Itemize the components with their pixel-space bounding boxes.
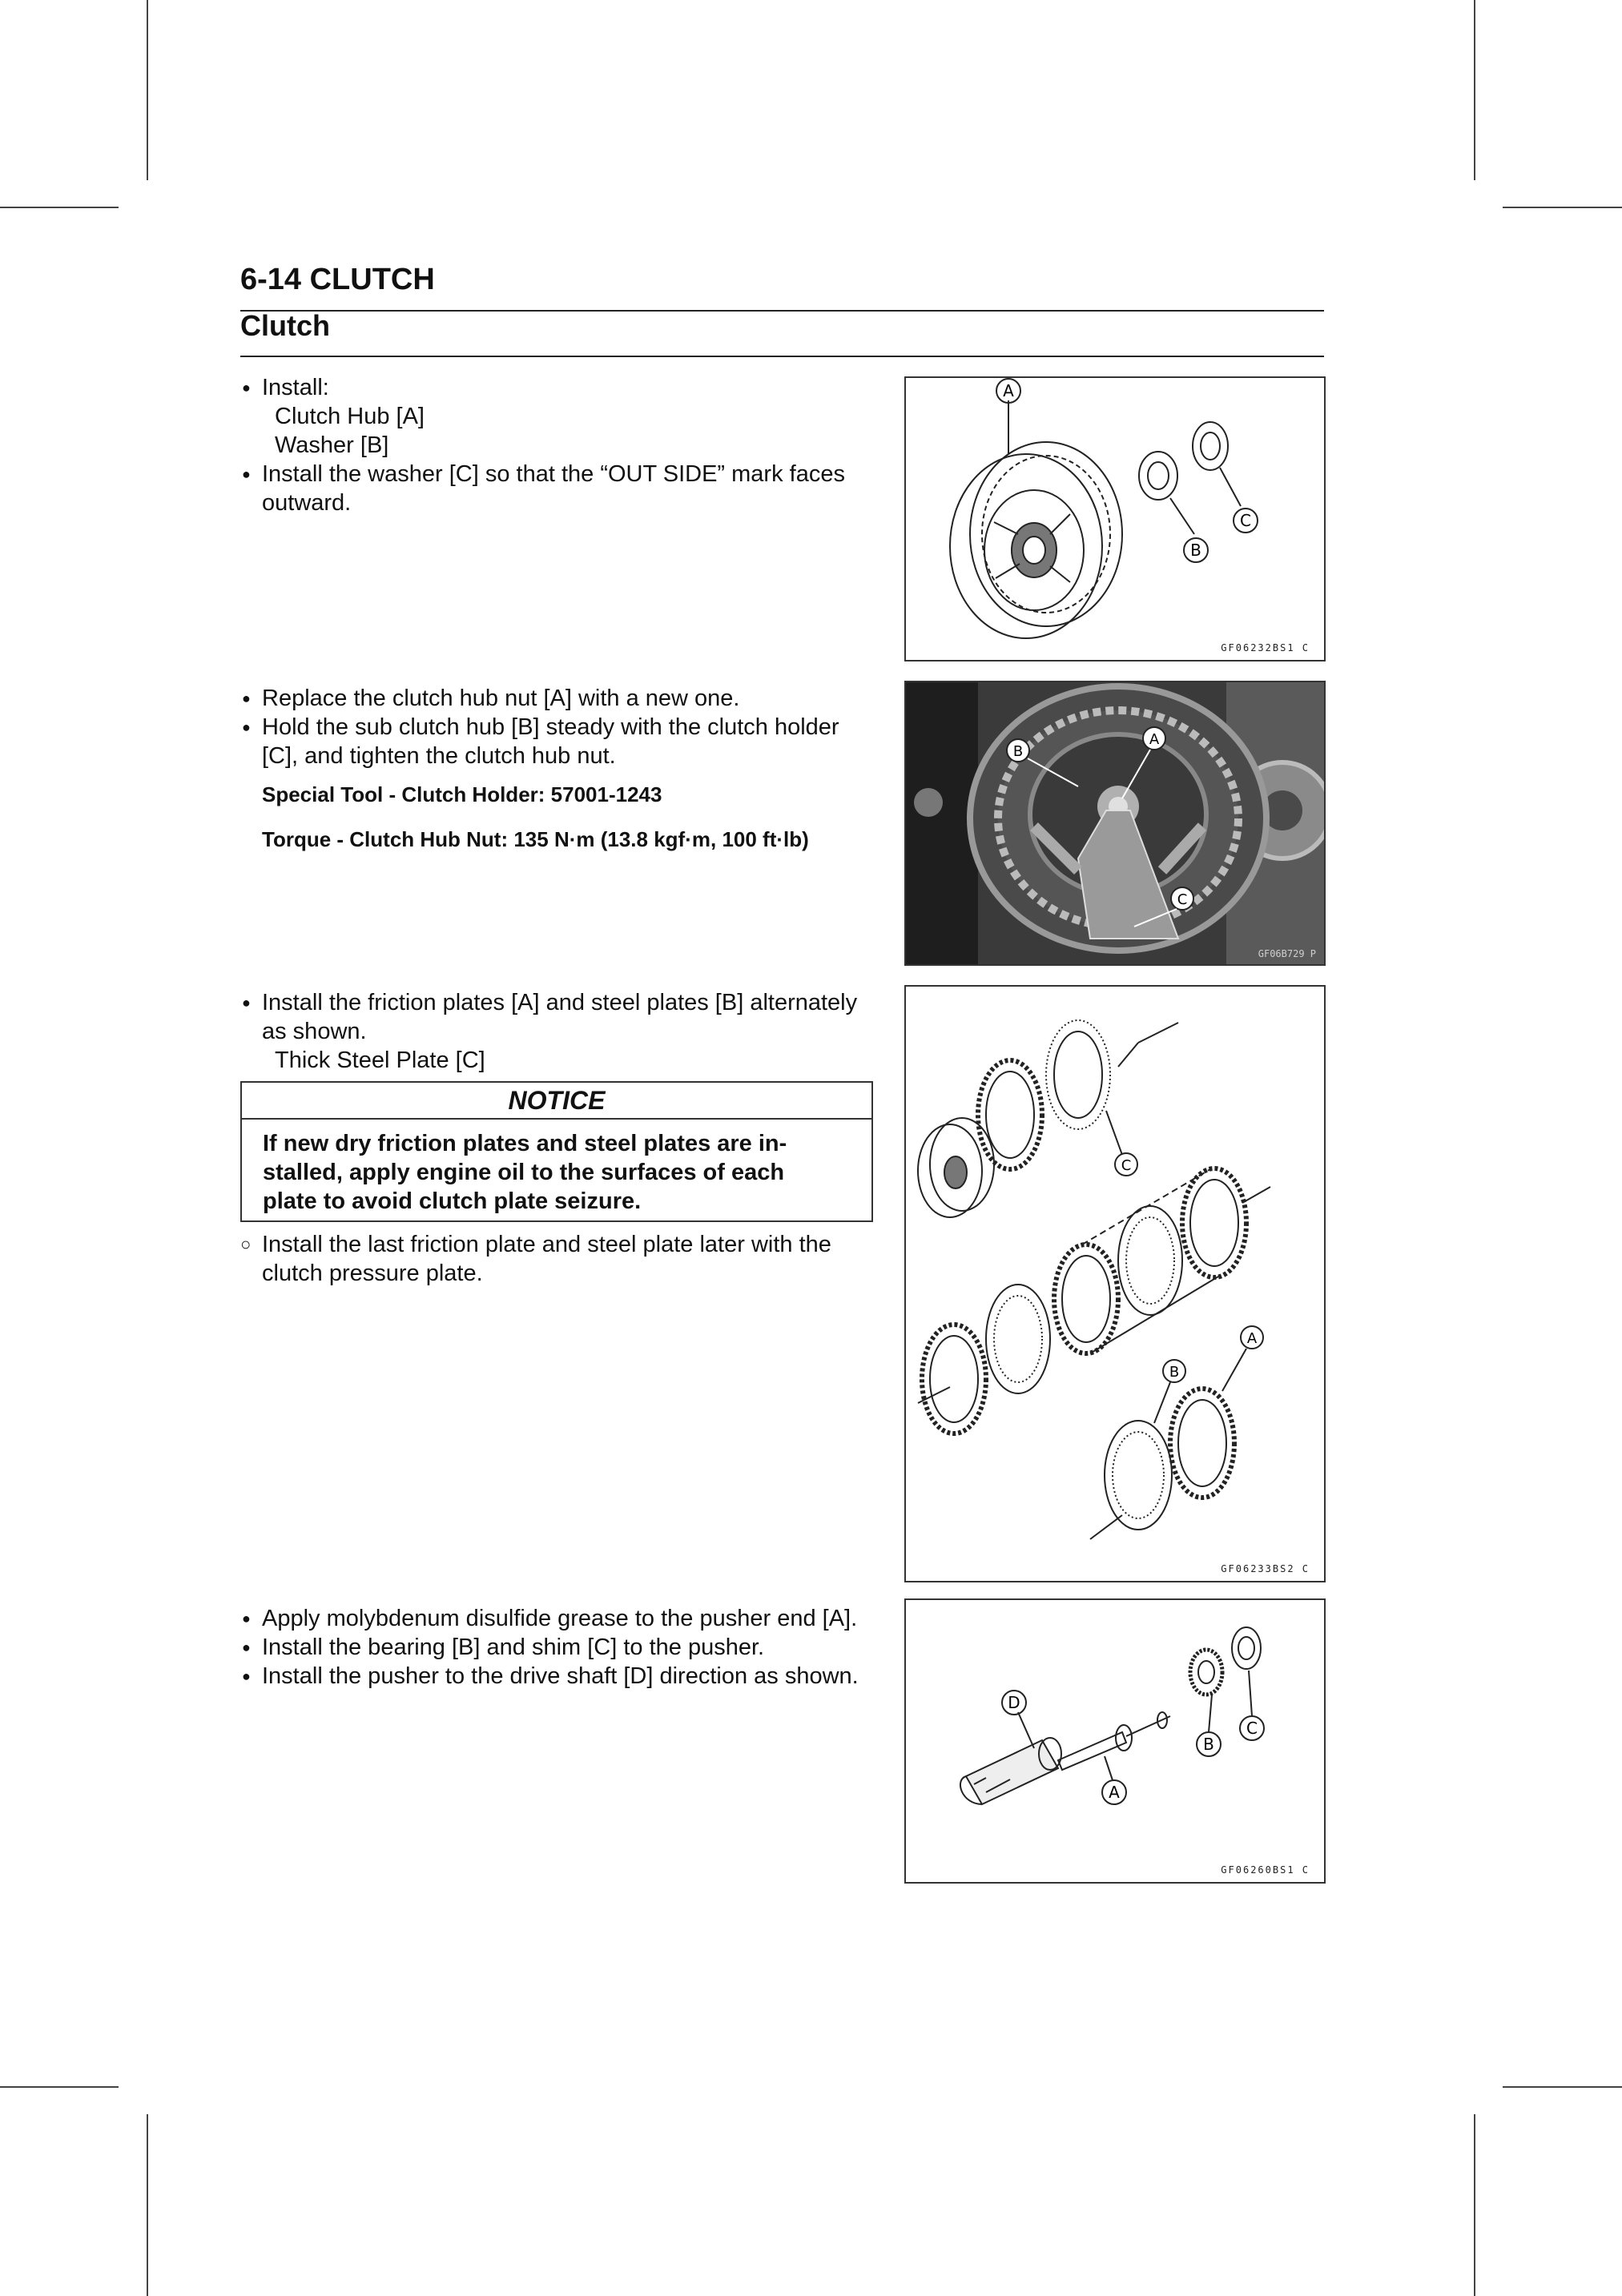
crop-mark bbox=[147, 0, 148, 180]
crop-mark bbox=[0, 207, 119, 208]
clutch-photo-drawing bbox=[906, 682, 1324, 964]
continuation-line: as shown. bbox=[262, 1019, 367, 1044]
clutch-hub-drawing bbox=[906, 378, 1324, 660]
callout-c: C bbox=[1240, 511, 1251, 530]
callout-c: C bbox=[1246, 1719, 1258, 1738]
bullet-item: ● Apply molybdenum disulfide grease to the pusher end [A]. bbox=[240, 1604, 873, 1633]
callout-b: B bbox=[1169, 1364, 1180, 1381]
figure-clutch-holder-photo bbox=[904, 681, 1326, 966]
callout-b: B bbox=[1190, 541, 1201, 560]
section-rule bbox=[240, 356, 1324, 357]
notice-box bbox=[240, 1081, 873, 1222]
sub-item: Thick Steel Plate [C] bbox=[275, 1047, 485, 1073]
bullet-item: ● Install the pusher to the drive shaft [D] direction as shown. bbox=[240, 1662, 873, 1691]
crop-mark bbox=[1474, 2114, 1475, 2296]
figure-code: GF06233BS2 C bbox=[1221, 1563, 1310, 1574]
figure-code: GF06232BS1 C bbox=[1221, 642, 1310, 653]
sub-item: Washer [B] bbox=[275, 432, 389, 458]
crop-mark bbox=[0, 2086, 119, 2088]
figure-clutch-plates bbox=[904, 985, 1326, 1582]
bullet-item: ● Install the washer [C] so that the “OUT SIDE” mark faces bbox=[240, 460, 873, 489]
bullet-item: ● Install the friction plates [A] and steel plates [B] alternately bbox=[240, 988, 873, 1017]
callout-a: A bbox=[1149, 731, 1160, 748]
callout-d: D bbox=[1008, 1693, 1020, 1712]
callout-c: C bbox=[1177, 891, 1188, 908]
bullet-item: ● Install the bearing [B] and shim [C] to the pusher. bbox=[240, 1633, 873, 1662]
bullet-item: ● Replace the clutch hub nut [A] with a new one. bbox=[240, 684, 873, 713]
clutch-plates-drawing bbox=[906, 987, 1324, 1581]
crop-mark bbox=[1474, 0, 1475, 180]
bullet-item: ● Hold the sub clutch hub [B] steady with the clutch holder bbox=[240, 713, 873, 742]
bullet-item: ● Install: bbox=[240, 373, 873, 402]
callout-a: A bbox=[1003, 381, 1014, 400]
notice-line: stalled, apply engine oil to the surfaces of each bbox=[263, 1160, 785, 1185]
plates-instructions bbox=[240, 988, 873, 1288]
install-hub-instructions bbox=[240, 373, 873, 517]
torque-spec: Torque - Clutch Hub Nut: 135 N·m (13.8 kgf·m, 100 ft·lb) bbox=[262, 827, 809, 851]
callout-b: B bbox=[1203, 1735, 1214, 1754]
callout-b: B bbox=[1012, 743, 1024, 760]
notice-line: plate to avoid clutch plate seizure. bbox=[263, 1188, 642, 1214]
header-rule bbox=[240, 310, 1324, 312]
continuation-line: [C], and tighten the clutch hub nut. bbox=[262, 743, 616, 769]
pusher-drawing bbox=[906, 1600, 1324, 1882]
sub-item: Clutch Hub [A] bbox=[275, 404, 425, 429]
section-title: Clutch bbox=[240, 309, 330, 342]
figure-code: GF06260BS1 C bbox=[1221, 1864, 1310, 1876]
continuation-line: outward. bbox=[262, 490, 352, 516]
notice-title: NOTICE bbox=[242, 1083, 871, 1120]
figure-clutch-hub-washer bbox=[904, 376, 1326, 661]
page-title: 6-14 CLUTCH bbox=[240, 263, 435, 296]
callout-a: A bbox=[1109, 1783, 1120, 1802]
crop-mark bbox=[1503, 2086, 1622, 2088]
figure-code: GF06B729 P bbox=[1258, 948, 1316, 959]
notice-line: If new dry friction plates and steel plates are in- bbox=[263, 1131, 787, 1156]
crop-mark bbox=[1503, 207, 1622, 208]
continuation-line: clutch pressure plate. bbox=[262, 1261, 483, 1286]
crop-mark bbox=[147, 2114, 148, 2296]
special-tool-spec: Special Tool - Clutch Holder: 57001-1243 bbox=[262, 782, 662, 806]
callout-a: A bbox=[1246, 1330, 1258, 1347]
sub-step: ○ Install the last friction plate and steel plate later with the bbox=[240, 1230, 873, 1259]
pusher-instructions bbox=[240, 1604, 873, 1691]
hub-nut-instructions bbox=[240, 684, 873, 870]
figure-pusher bbox=[904, 1598, 1326, 1884]
callout-c: C bbox=[1121, 1157, 1132, 1174]
notice-body bbox=[242, 1120, 871, 1220]
